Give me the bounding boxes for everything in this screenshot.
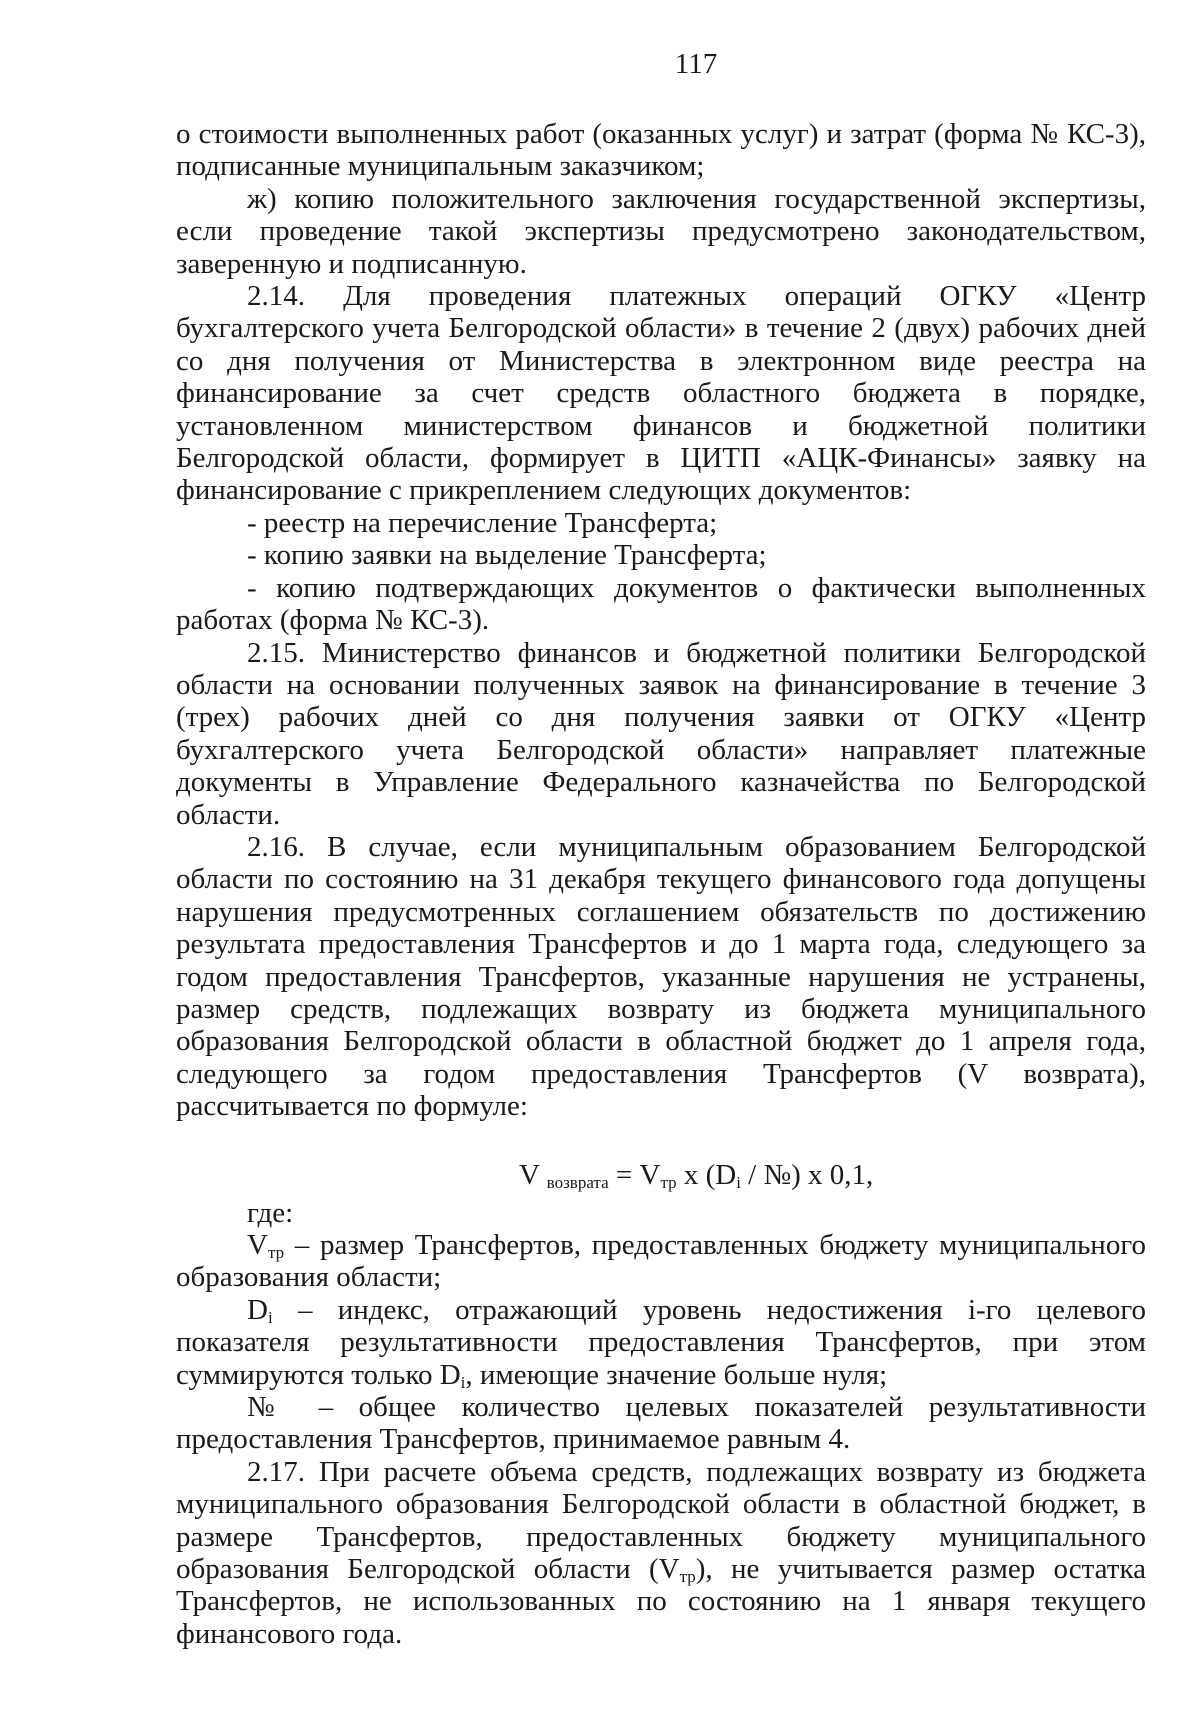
definition-di-text: – индекс, отражающий уровень недостижения i-го целевого показателя результативности предоставления Трансфертов, при этом суммируются только (176, 1293, 1146, 1391)
paragraph-2-17-end: ), не учитывается размер остатка Трансфертов, не использованных по состоянию на 1 января текущего финансового года. (176, 1553, 1146, 1650)
symbol-v-2: V (658, 1553, 680, 1586)
list-item-supporting-docs: - копию подтверждающих документов о фактически выполненных работах (форма № КС-3). (176, 571, 1146, 637)
paragraph-2-15: 2.15. Министерство финансов и бюджетной политики Белгородской области на основании полученных заявок на финансирование в течение 3 (трех) рабочих дней со дня получения заявки от ОГКУ «Центр бухгалтерского учета Белгородской области» направляет платежные документы в Управление Федерального казначейства по Белгородской области. (176, 636, 1146, 831)
definition-vtr (176, 1229, 1146, 1294)
definition-n: № – общее количество целевых показателей результативности предоставления Трансфертов, принимаемое равным 4. (176, 1391, 1146, 1456)
symbol-d-2: D (439, 1358, 461, 1391)
formula-sub-tr: тр (660, 1172, 677, 1192)
symbol-sub-i-2: i (460, 1372, 466, 1392)
paragraph-2-14: 2.14. Для проведения платежных операций ОГКУ «Центр бухгалтерского учета Белгородской области» в течение 2 (двух) рабочих дней со дня получения от Министерства в электронном виде реестра на финансирование за счет средств областного бюджета в порядке, установленном министерством финансов и бюджетной политики Белгородской области, формирует в ЦИТП «АЦК-Финансы» заявку на финансирование с прикреплением следующих документов: (176, 280, 1146, 507)
symbol-v: V (247, 1229, 268, 1261)
paragraph-continuation: о стоимости выполненных работ (оказанных услуг) и затрат (форма № КС-3), подписанные муниципальным заказчиком; (176, 118, 1146, 183)
formula-v: V (519, 1158, 540, 1191)
formula (176, 1157, 1146, 1193)
paragraph-2-16: 2.16. В случае, если муниципальным образованием Белгородской области по состоянию на 31 декабря текущего финансового года допущены нарушения предусмотренных соглашением обязательств по достижению результата предоставления Трансфертов и до 1 марта года, следующего за годом предоставления Трансфертов, указанные нарушения не устранены, размер средств, подлежащих возврату из бюджета муниципального образования Белгородской области в областной бюджет до 1 апреля года, следующего за годом предоставления Трансфертов (V возврата), рассчитывается по формуле: (176, 830, 1146, 1123)
symbol-sub-tr: тр (267, 1243, 285, 1262)
where-label: где: (247, 1196, 294, 1229)
formula-rest: / №) х 0,1, (740, 1158, 874, 1191)
definition-di (176, 1294, 1146, 1391)
page-number: 117 (674, 48, 718, 80)
paragraph-2-17 (176, 1456, 1146, 1650)
symbol-sub-tr-2: тр (679, 1567, 696, 1587)
document-body (176, 118, 1146, 1650)
formula-sub-i: i (736, 1172, 741, 1192)
list-item-request-copy: - копию заявки на выделение Трансферта; (247, 539, 767, 572)
definition-vtr-text: – размер Трансфертов, предоставленных бюджету муниципального образования области; (176, 1229, 1146, 1294)
definition-di-end: , имеющие значение больше нуля; (465, 1358, 888, 1391)
paragraph-item-zh: ж) копию положительного заключения государственной экспертизы, если проведение такой экспертизы предусмотрено законодательством, заверенную и подписанную. (176, 182, 1146, 280)
formula-x: х (D (676, 1158, 737, 1191)
formula-sub-vozvrata: возврата (546, 1172, 609, 1192)
formula-eq: = V (608, 1158, 661, 1191)
paragraph-2-17-start: 2.17. При расчете объема средств, подлежащих возврату из бюджета муниципального образования Белгородской области в областной бюджет, в размере Трансфертов, предоставленных бюджету муниципального образования Белгородской области ( (176, 1455, 1146, 1586)
list-item-registry: - реестр на перечисление Трансферта; (247, 506, 718, 539)
symbol-sub-i: i (267, 1307, 273, 1327)
symbol-d: D (247, 1293, 268, 1326)
